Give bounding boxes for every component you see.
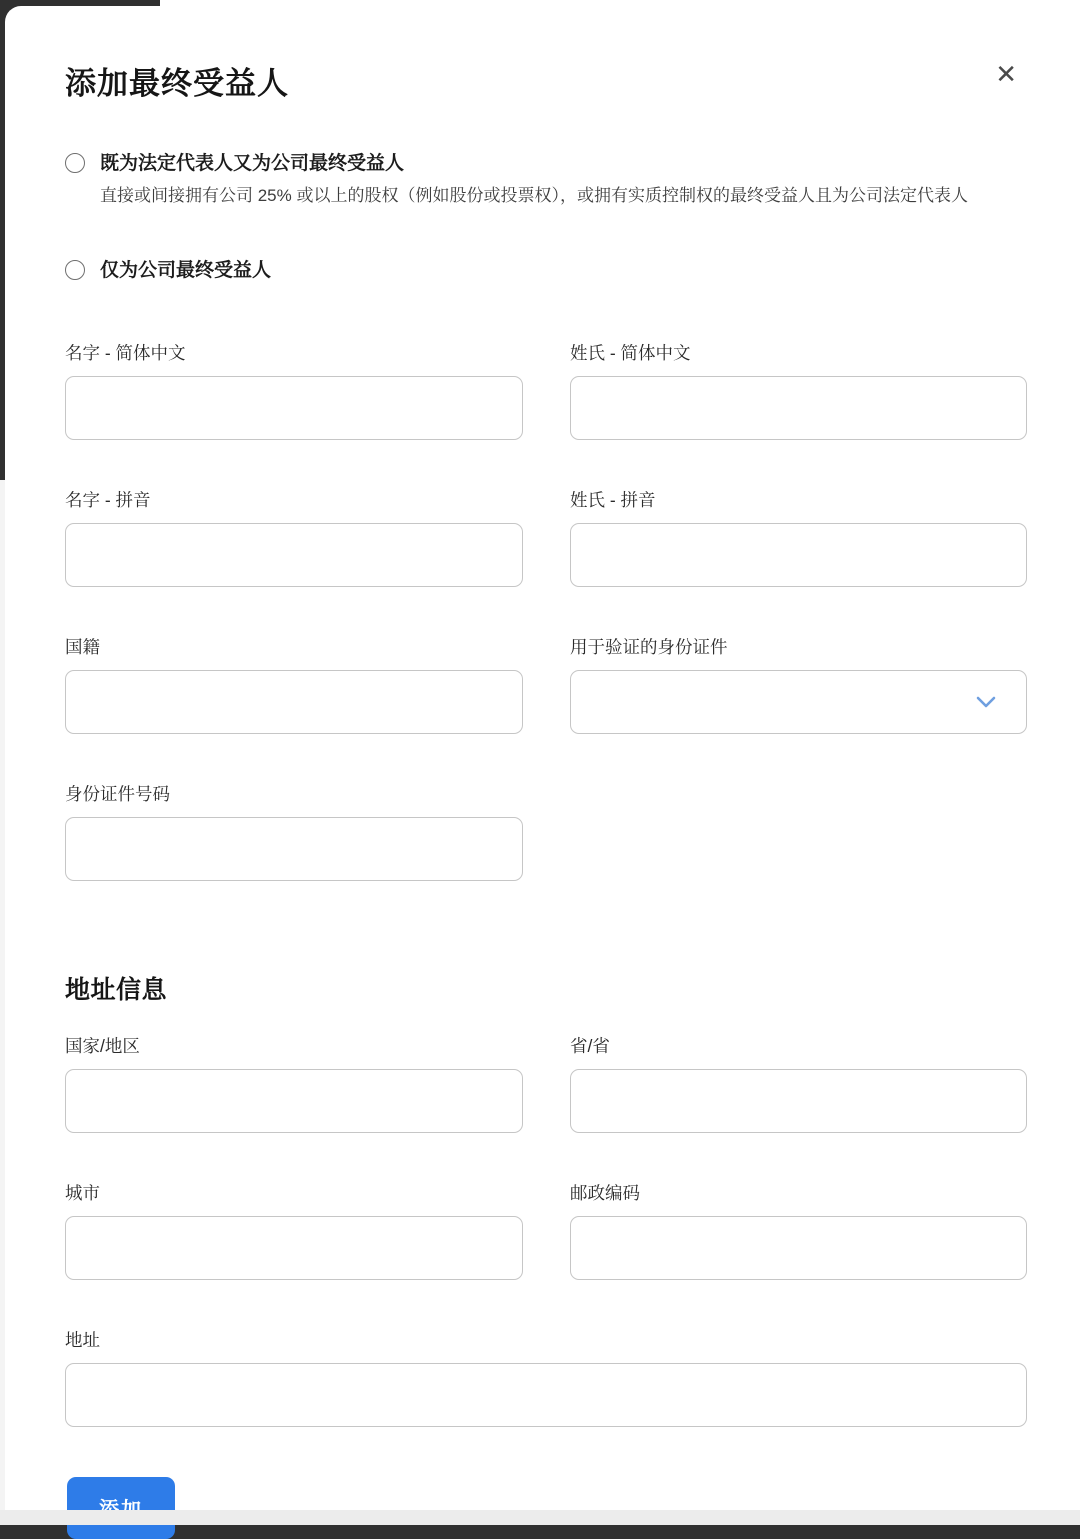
dialog-header bbox=[65, 58, 1027, 103]
close-icon[interactable]: ✕ bbox=[991, 58, 1021, 92]
field-first-name-pinyin bbox=[65, 487, 523, 587]
radio-option-texts bbox=[100, 258, 271, 284]
field-postal-code bbox=[570, 1180, 1027, 1280]
radio-option-legal-rep-and-ubo[interactable] bbox=[65, 151, 1027, 208]
last-name-cn-input[interactable] bbox=[570, 376, 1027, 440]
id-document-label: 用于验证的身份证件 bbox=[570, 636, 728, 657]
field-first-name-cn bbox=[65, 340, 523, 440]
id-number-input[interactable] bbox=[65, 817, 523, 881]
add-beneficiary-dialog bbox=[5, 6, 1080, 1525]
address-label: 地址 bbox=[65, 1329, 100, 1350]
address-section-title: 地址信息 bbox=[65, 975, 168, 1004]
add-button[interactable] bbox=[67, 1477, 175, 1539]
address-input[interactable] bbox=[65, 1363, 1027, 1427]
field-last-name-pinyin bbox=[570, 487, 1027, 587]
field-spacer bbox=[570, 781, 1027, 881]
field-city bbox=[65, 1180, 523, 1280]
radio-option-description: 直接或间接拥有公司 25% 或以上的股权（例如股份或投票权），或拥有实质控制权的最终受益人且为公司法定代表人 bbox=[100, 185, 968, 205]
province-input[interactable] bbox=[570, 1069, 1027, 1133]
radio-button-icon[interactable] bbox=[65, 260, 85, 280]
page-bottom-strip bbox=[0, 1510, 1080, 1525]
field-nationality bbox=[65, 634, 523, 734]
radio-option-texts bbox=[100, 151, 968, 208]
country-region-label: 国家/地区 bbox=[65, 1035, 140, 1056]
beneficiary-form bbox=[65, 340, 1027, 1539]
radio-option-label[interactable]: 仅为公司最终受益人 bbox=[100, 260, 272, 282]
id-number-label: 身份证件号码 bbox=[65, 783, 170, 804]
dialog-title: 添加最终受益人 bbox=[65, 66, 289, 101]
field-country-region bbox=[65, 1033, 523, 1133]
first-name-pinyin-label: 名字 - 拼音 bbox=[65, 489, 151, 510]
field-id-number bbox=[65, 781, 523, 881]
last-name-cn-label: 姓氏 - 简体中文 bbox=[570, 342, 691, 363]
first-name-pinyin-input[interactable] bbox=[65, 523, 523, 587]
postal-code-label: 邮政编码 bbox=[570, 1182, 640, 1203]
radio-option-ubo-only[interactable] bbox=[65, 258, 1027, 284]
field-province bbox=[570, 1033, 1027, 1133]
id-document-select[interactable] bbox=[570, 670, 1027, 734]
last-name-pinyin-input[interactable] bbox=[570, 523, 1027, 587]
province-label: 省/省 bbox=[570, 1035, 610, 1056]
radio-option-label[interactable]: 既为法定代表人又为公司最终受益人 bbox=[100, 153, 405, 174]
postal-code-input[interactable] bbox=[570, 1216, 1027, 1280]
nationality-input[interactable] bbox=[65, 670, 523, 734]
radio-button-icon[interactable] bbox=[65, 153, 85, 173]
first-name-cn-label: 名字 - 简体中文 bbox=[65, 342, 186, 363]
city-input[interactable] bbox=[65, 1216, 523, 1280]
field-address bbox=[65, 1327, 1027, 1427]
chevron-down-icon bbox=[976, 696, 996, 708]
first-name-cn-input[interactable] bbox=[65, 376, 523, 440]
nationality-label: 国籍 bbox=[65, 636, 100, 657]
country-region-input[interactable] bbox=[65, 1069, 523, 1133]
last-name-pinyin-label: 姓氏 - 拼音 bbox=[570, 489, 656, 510]
field-id-document bbox=[570, 634, 1027, 734]
field-last-name-cn bbox=[570, 340, 1027, 440]
city-label: 城市 bbox=[65, 1182, 100, 1203]
